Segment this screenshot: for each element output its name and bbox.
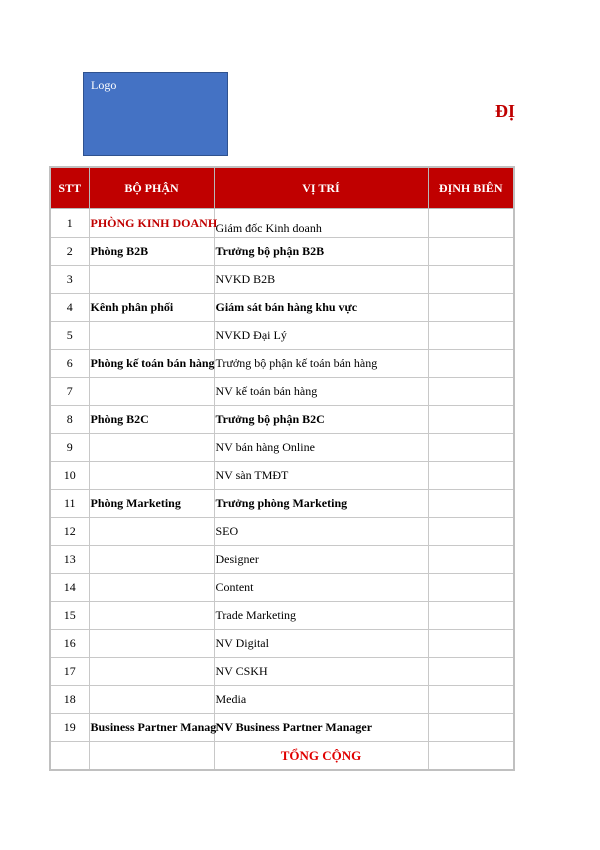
row-vi-tri: Trade Marketing <box>214 602 428 630</box>
logo-label: Logo <box>91 78 117 92</box>
row-bo-phan: PHÒNG KINH DOANH <box>89 209 214 238</box>
table-row <box>50 574 514 602</box>
table-row <box>50 490 514 518</box>
row-stt: 8 <box>50 406 89 434</box>
row-stt: 13 <box>50 546 89 574</box>
row-stt: 1 <box>50 209 89 238</box>
row-bo-phan <box>89 546 214 574</box>
row-bo-phan <box>89 602 214 630</box>
row-vi-tri: NV Digital <box>214 630 428 658</box>
row-stt: 14 <box>50 574 89 602</box>
row-vi-tri: NV Business Partner Manager <box>214 714 428 742</box>
row-vi-tri: NVKD B2B <box>214 266 428 294</box>
total-label: TỔNG CỘNG <box>214 742 428 771</box>
row-vi-tri: Trưởng bộ phận B2C <box>214 406 428 434</box>
row-bo-phan: Phòng B2B <box>89 238 214 266</box>
table-row <box>50 434 514 462</box>
logo-placeholder <box>83 72 228 156</box>
row-vi-tri: Trưởng phòng Marketing <box>214 490 428 518</box>
row-dinh-bien <box>428 350 514 378</box>
total-dinh-bien-cell <box>428 742 514 771</box>
row-dinh-bien <box>428 686 514 714</box>
row-dinh-bien <box>428 209 514 238</box>
row-vi-tri: SEO <box>214 518 428 546</box>
row-bo-phan: Phòng B2C <box>89 406 214 434</box>
row-stt: 17 <box>50 658 89 686</box>
document-title: ĐỊ <box>495 101 516 121</box>
row-vi-tri: Trưởng bộ phận B2B <box>214 238 428 266</box>
row-stt: 19 <box>50 714 89 742</box>
row-vi-tri: Giám sát bán hàng khu vực <box>214 294 428 322</box>
table-row <box>50 546 514 574</box>
table-row <box>50 686 514 714</box>
table-header-row <box>50 167 514 209</box>
row-dinh-bien <box>428 658 514 686</box>
row-stt: 12 <box>50 518 89 546</box>
row-dinh-bien <box>428 434 514 462</box>
row-bo-phan <box>89 686 214 714</box>
table-row <box>50 518 514 546</box>
header-dinh-bien: ĐỊNH BIÊN <box>428 167 514 209</box>
row-stt: 3 <box>50 266 89 294</box>
row-dinh-bien <box>428 518 514 546</box>
table-row <box>50 630 514 658</box>
row-vi-tri: NVKD Đại Lý <box>214 322 428 350</box>
row-bo-phan <box>89 322 214 350</box>
table-row <box>50 294 514 322</box>
table-row <box>50 266 514 294</box>
table-row <box>50 209 514 238</box>
row-vi-tri: NV kế toán bán hàng <box>214 378 428 406</box>
row-stt: 4 <box>50 294 89 322</box>
row-stt: 5 <box>50 322 89 350</box>
table-row <box>50 322 514 350</box>
table-total-row <box>50 742 514 771</box>
row-dinh-bien <box>428 238 514 266</box>
row-bo-phan <box>89 518 214 546</box>
row-bo-phan <box>89 574 214 602</box>
table-row <box>50 350 514 378</box>
row-vi-tri: NV bán hàng Online <box>214 434 428 462</box>
table-row <box>50 658 514 686</box>
row-bo-phan: Kênh phân phối <box>89 294 214 322</box>
row-dinh-bien <box>428 574 514 602</box>
row-stt: 2 <box>50 238 89 266</box>
row-bo-phan: Phòng Marketing <box>89 490 214 518</box>
row-dinh-bien <box>428 546 514 574</box>
table-row <box>50 378 514 406</box>
row-dinh-bien <box>428 630 514 658</box>
row-dinh-bien <box>428 602 514 630</box>
row-bo-phan <box>89 266 214 294</box>
row-dinh-bien <box>428 462 514 490</box>
row-vi-tri: Designer <box>214 546 428 574</box>
row-dinh-bien <box>428 266 514 294</box>
staffing-table <box>49 166 515 771</box>
row-bo-phan: Phòng kế toán bán hàng <box>89 350 214 378</box>
row-stt: 11 <box>50 490 89 518</box>
header-bo-phan: BỘ PHẬN <box>89 167 214 209</box>
row-stt: 15 <box>50 602 89 630</box>
table-row <box>50 462 514 490</box>
row-stt: 6 <box>50 350 89 378</box>
row-stt: 10 <box>50 462 89 490</box>
header-vi-tri: VỊ TRÍ <box>214 167 428 209</box>
row-dinh-bien <box>428 378 514 406</box>
row-vi-tri: Giám đốc Kinh doanh <box>214 209 428 238</box>
row-dinh-bien <box>428 294 514 322</box>
row-bo-phan <box>89 658 214 686</box>
row-vi-tri: Media <box>214 686 428 714</box>
table-row <box>50 602 514 630</box>
table-row <box>50 406 514 434</box>
row-dinh-bien <box>428 490 514 518</box>
row-dinh-bien <box>428 714 514 742</box>
row-stt: 16 <box>50 630 89 658</box>
row-bo-phan: Business Partner Manag <box>89 714 214 742</box>
row-stt: 7 <box>50 378 89 406</box>
row-bo-phan <box>89 630 214 658</box>
row-bo-phan <box>89 378 214 406</box>
row-vi-tri: NV sàn TMĐT <box>214 462 428 490</box>
header-stt: STT <box>50 167 89 209</box>
total-bo-phan-cell <box>89 742 214 771</box>
table-row <box>50 238 514 266</box>
total-stt-cell <box>50 742 89 771</box>
row-vi-tri: NV CSKH <box>214 658 428 686</box>
row-vi-tri: Trưởng bộ phận kế toán bán hàng <box>214 350 428 378</box>
row-stt: 9 <box>50 434 89 462</box>
row-dinh-bien <box>428 406 514 434</box>
table-row <box>50 714 514 742</box>
row-stt: 18 <box>50 686 89 714</box>
row-dinh-bien <box>428 322 514 350</box>
row-bo-phan <box>89 434 214 462</box>
row-bo-phan <box>89 462 214 490</box>
row-vi-tri: Content <box>214 574 428 602</box>
